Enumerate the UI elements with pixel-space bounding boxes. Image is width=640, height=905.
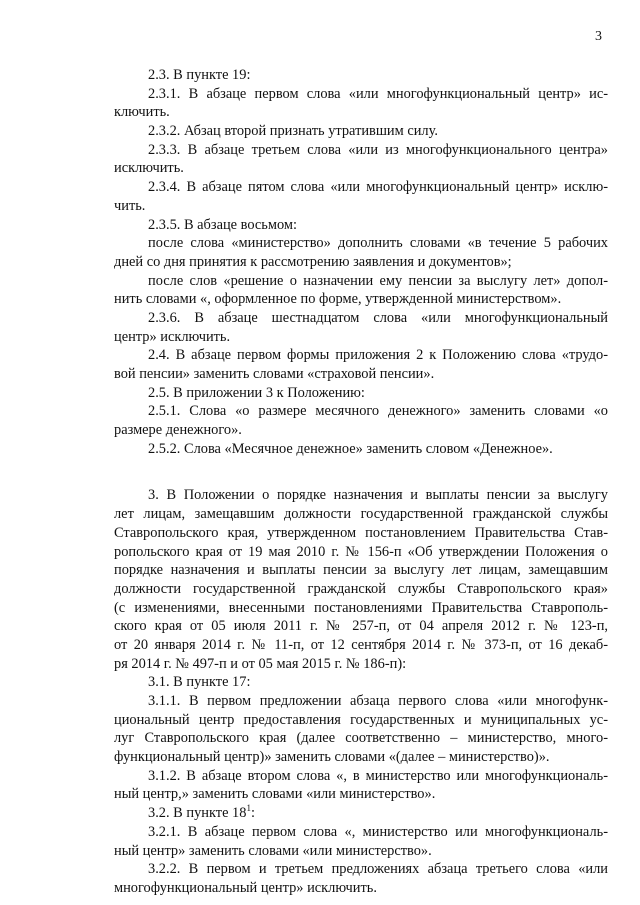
text-line [114, 440, 608, 459]
text-line [114, 290, 608, 309]
text-line-content: ского края от 05 июля 2011 г. № 257-п, от 04 апреля 2012 г. № 123-п, [114, 618, 608, 635]
text-line [114, 879, 608, 898]
text-line-content: размере денежного». [114, 422, 242, 439]
text-line-content: центр» исключить. [114, 328, 231, 345]
text-line-content: 3.2.1. В абзаце первом слова «, министерство или многофункциональ- [148, 823, 608, 840]
text-line [114, 804, 608, 823]
text-line-suffix: : [250, 805, 255, 822]
text-line-content: луг Ставропольского края (далее соответственно – министерство, много- [114, 730, 608, 747]
text-line [114, 216, 608, 235]
text-line-content: 3.2. В пункте 18 [148, 805, 247, 822]
text-line-content: ный центр,» заменить словами «или министерство». [114, 786, 436, 803]
text-line [114, 346, 608, 365]
text-line [114, 272, 608, 291]
text-line-content: 2.3.3. В абзаце третьем слова «или из многофункционального центра» [148, 141, 608, 158]
text-line [114, 253, 608, 272]
document-body [114, 66, 608, 898]
paragraph-gap [114, 458, 608, 486]
text-line [114, 384, 608, 403]
text-line-content: ключить. [114, 104, 170, 121]
superscript: 1 [246, 803, 251, 814]
text-line-content: 3. В Положении о порядке назначения и выплаты пенсии за выслугу [148, 487, 608, 504]
text-line [114, 543, 608, 562]
text-line-content: от 20 января 2014 г. № 11-п, от 12 сентября 2014 г. № 373-п, от 16 декаб- [114, 636, 608, 653]
text-line [114, 729, 608, 748]
text-line-content: 3.1. В пункте 17: [148, 674, 251, 691]
text-line-content: циональный центр предоставления государственных и муниципальных ус- [114, 711, 608, 728]
text-line [114, 860, 608, 879]
text-line-content: дней со дня принятия к рассмотрению заявления и документов»; [114, 253, 512, 270]
text-line [114, 66, 608, 85]
text-line-content: 2.3. В пункте 19: [148, 67, 251, 83]
text-line [114, 711, 608, 730]
text-line-content: 2.5. В приложении 3 к Положению: [148, 384, 365, 401]
text-line [114, 655, 608, 674]
text-line-content: ропольского края от 19 мая 2010 г. № 156-п «Об утверждении Положения о [114, 543, 608, 560]
text-line-content: функциональный центр)» заменить словами «(далее – министерство)». [114, 749, 550, 766]
text-line [114, 159, 608, 178]
text-line-content: 2.4. В абзаце первом формы приложения 2 к Положению слова «трудо- [148, 347, 608, 364]
text-line-content: вой пенсии» заменить словами «страховой пенсии». [114, 366, 435, 382]
text-line [114, 122, 608, 141]
text-line-content: Ставропольского края, утвержденном постановлением Правительства Став- [114, 524, 608, 541]
text-line [114, 421, 608, 440]
text-line-content: (с изменениями, внесенными постановлениями Правительства Ставрополь- [114, 599, 608, 616]
text-line [114, 842, 608, 861]
text-line [114, 85, 608, 104]
text-line-content: 2.3.2. Абзац второй признать утратившим силу. [148, 123, 438, 140]
text-line-content: после слов «решение о назначении ему пенсии за выслугу лет» допол- [148, 272, 608, 289]
text-line [114, 309, 608, 328]
text-line-content: чить. [114, 197, 146, 214]
text-line [114, 599, 608, 618]
text-line [114, 823, 608, 842]
text-line-content: 3.1.2. В абзаце втором слова «, в министерство или многофункциональ- [148, 767, 608, 784]
text-line [114, 103, 608, 122]
text-line-content: исключить. [114, 160, 184, 177]
text-line [114, 234, 608, 253]
text-line [114, 328, 608, 347]
text-line-content: должности государственной гражданской службы Ставропольского края» [114, 580, 608, 597]
text-line-content: 2.3.1. В абзаце первом слова «или многофункциональный центр» ис- [148, 85, 608, 102]
text-line-content: нить словами «, оформленное по форме, утвержденной министерством». [114, 291, 562, 308]
text-line [114, 178, 608, 197]
text-line-content: 2.5.2. Слова «Месячное денежное» заменить словом «Денежное». [148, 440, 553, 457]
text-line [114, 365, 608, 384]
text-line [114, 561, 608, 580]
text-line [114, 748, 608, 767]
text-line-content: лет лицам, замещавшим должности государственной гражданской службы [114, 506, 608, 523]
text-line [114, 524, 608, 543]
text-line-content: 2.3.5. В абзаце восьмом: [148, 216, 297, 233]
text-line-content: 2.3.4. В абзаце пятом слова «или многофункциональный центр» исклю- [148, 179, 608, 196]
text-line-content: после слова «министерство» дополнить словами «в течение 5 рабочих [148, 235, 608, 252]
text-line [114, 580, 608, 599]
text-line-content: ря 2014 г. № 497-п и от 05 мая 2015 г. № 186-п): [114, 655, 407, 672]
text-line [114, 141, 608, 160]
text-line [114, 692, 608, 711]
text-line-content: 3.2.2. В первом и третьем предложениях абзаца третьего слова «или [148, 861, 608, 878]
page-number: 3 [595, 29, 602, 44]
text-line [114, 402, 608, 421]
text-line [114, 197, 608, 216]
text-line [114, 673, 608, 692]
text-line [114, 505, 608, 524]
text-line-content: 3.1.1. В первом предложении абзаца первого слова «или многофунк- [148, 693, 608, 709]
text-line-content: многофункциональный центр» исключить. [114, 879, 377, 896]
text-line [114, 636, 608, 655]
text-line-content: 2.5.1. Слова «о размере месячного денежного» заменить словами «о [148, 403, 608, 420]
text-line [114, 486, 608, 505]
text-line-content: порядке назначения и выплаты пенсии за выслугу лет лицам, замещавшим [114, 562, 608, 579]
text-line-content: ный центр» заменить словами «или министерство». [114, 842, 432, 859]
text-line [114, 785, 608, 804]
text-line [114, 617, 608, 636]
text-line [114, 767, 608, 786]
text-line-content: 2.3.6. В абзаце шестнадцатом слова «или многофункциональный [148, 309, 608, 326]
